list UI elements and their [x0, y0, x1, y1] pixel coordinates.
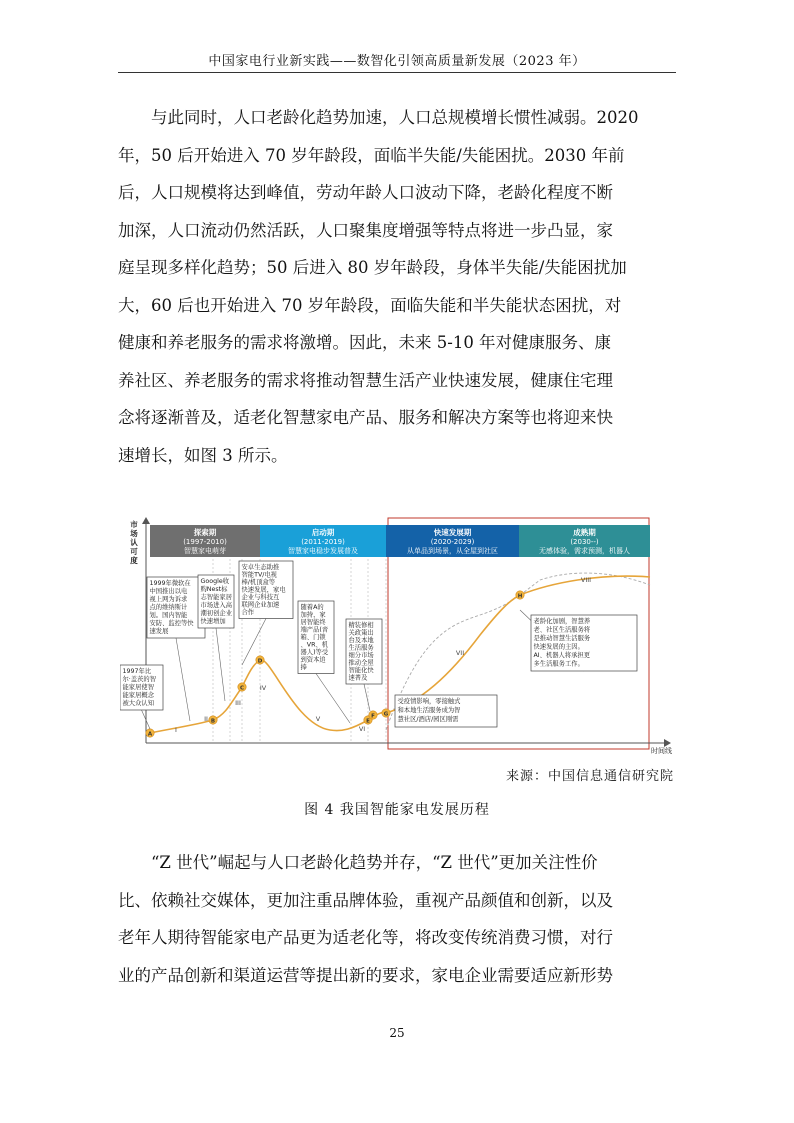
note-text: 合作 — [241, 609, 255, 616]
paragraph-line: 健康和养老服务的需求将激增。因此，未来 5-10 年对健康服务、康 — [118, 333, 612, 352]
paragraph-line: “Z 世代”崛起与人口老龄化趋势并存，“Z 世代”更加关注性价 — [151, 853, 598, 872]
paragraph-line: 大，60 后也开始进入 70 岁年龄段，面临失能和半失能状态困扰，对 — [118, 295, 622, 315]
paragraph-aging — [118, 99, 676, 474]
phase-years: (2011-2019) — [301, 538, 345, 546]
note-text: 能家居概念 — [122, 692, 154, 699]
note-text: 尔·盖茨的智 — [122, 676, 156, 683]
phase-desc: 无感体验，需求预测，机器人 — [539, 547, 630, 555]
note-text: Google收 — [200, 578, 230, 585]
phase-desc: 智慧家电萌芽 — [184, 547, 226, 555]
paragraph-line: 业的产品创新和渠道运营等提出新的要求，家电企业需要适应新形势 — [118, 965, 613, 985]
note-text: 志智能家居 — [200, 594, 232, 601]
development-history-figure — [120, 515, 680, 755]
stage-numeral: III — [235, 699, 241, 707]
point-label: C — [239, 685, 245, 692]
note-text: 受疫情影响，零接触式 — [397, 698, 461, 705]
note-connector — [216, 628, 225, 701]
note-text: 老、社区生活服务将 — [533, 626, 591, 634]
paragraph-genz — [118, 844, 676, 994]
stage-numeral: VII — [455, 649, 465, 657]
phase-name: 成熟期 — [573, 528, 596, 537]
y-axis-label: 可 — [130, 547, 138, 556]
paragraph-line: 年，50 后开始进入 70 岁年龄段，面临半失能/失能困扰。2030 年前 — [118, 145, 625, 165]
note-text: 精装修相 — [348, 622, 374, 629]
x-axis-arrow — [664, 739, 671, 747]
note-text: 慧社区/酒店/园区刚需 — [397, 716, 459, 723]
note-text: 安卓生态助推 — [241, 564, 280, 571]
figure-caption: 图 4 我国智能家电发展历程 — [304, 802, 490, 818]
paragraph-line: 养社区、养老服务的需求将推动智慧生活产业快速发展，健康住宅理 — [118, 370, 613, 390]
page-number: 25 — [389, 1026, 405, 1040]
stage-numeral: I — [175, 726, 177, 734]
phase-name: 启动期 — [311, 528, 335, 537]
paragraph-line: 后，人口规模将达到峰值，劳动年龄人口波动下降，老龄化程度不断 — [118, 183, 613, 202]
y-axis-label: 市 — [130, 520, 138, 529]
paragraph-line: 老年人期待智能家电产品更为适老化等，将改变传统消费习惯，对行 — [118, 928, 613, 947]
note-text: 推动全屋 — [348, 659, 374, 667]
point-label: G — [383, 711, 389, 718]
phase-desc: 从单品到场景，从全屋到社区 — [407, 547, 498, 555]
paragraph-line: 念将逐渐普及，适老化智慧家电产品、服务和解决方案等也将迎来快 — [118, 408, 613, 427]
note-text: 企业与科技互 — [241, 594, 280, 601]
note-text: 快速增加 — [200, 618, 226, 625]
note-text: 潮初创企业 — [200, 610, 232, 617]
note-text: 台及本地 — [348, 637, 374, 644]
paragraph-line: 加深，人口流动仍然活跃，人口聚集度增强等特点将进一步凸显，家 — [118, 220, 613, 240]
y-axis-label: 度 — [130, 556, 138, 565]
note-text: 居智能终 — [300, 619, 326, 626]
point-label: D — [257, 658, 263, 665]
phase-years: (2030--) — [570, 538, 599, 546]
note-text: 和本地生活服务成为智 — [397, 707, 461, 714]
x-axis-label: 时间线 — [651, 747, 672, 755]
point-label: H — [517, 593, 523, 600]
header-divider — [118, 72, 676, 73]
note-text: 速普及 — [348, 674, 368, 682]
figure-source: 来源：中国信息通信研究院 — [505, 769, 674, 784]
note-text: 划。国内智能 — [149, 612, 188, 619]
note-text: 、VR、机 — [300, 641, 329, 649]
note-connector — [176, 638, 190, 721]
y-axis-arrow — [142, 517, 150, 524]
stage-numeral: VIII — [580, 576, 592, 584]
note-text: 到资本追 — [300, 656, 326, 664]
note-text: 速发展 — [149, 628, 169, 635]
note-text: 被大众认知 — [122, 700, 154, 707]
note-text: 捧 — [300, 664, 307, 671]
note-text: 安防、监控等快 — [149, 620, 194, 627]
note-text: 端产品(音 — [300, 626, 329, 634]
note-text: 棒/机顶盒等 — [241, 579, 276, 586]
y-axis-label: 认 — [130, 538, 138, 547]
note-text: 中国推出以电 — [149, 588, 188, 595]
phase-years: (2020-2029) — [430, 538, 475, 546]
point-label: E — [366, 718, 370, 725]
point-label: B — [210, 718, 216, 725]
paragraph-line: 与此同时，人口老龄化趋势加速，人口总规模增长惯性减弱。2020 — [151, 108, 639, 127]
note-connector — [364, 684, 370, 711]
note-text: 智能化快 — [348, 667, 374, 674]
note-text: 关政策出 — [348, 629, 374, 637]
note-text: 随着A的 — [300, 604, 324, 611]
note-text: 点的维纳斯计 — [149, 604, 188, 611]
phase-name: 探索期 — [193, 528, 217, 537]
note-text: 器人)等受 — [300, 649, 329, 656]
note-text: AI、机器人将承担更 — [533, 652, 591, 659]
paragraph-line: 比、依赖社交媒体，更加注重品牌体验，重视产品颜值和创新，以及 — [118, 890, 613, 910]
paragraph-line: 速增长，如图 3 所示。 — [118, 445, 288, 465]
note-text: 购Nest标 — [200, 586, 228, 593]
stage-numeral: IV — [259, 684, 267, 692]
running-header: 中国家电行业新实践——数智化引领高质量新发展（2023 年） — [208, 54, 586, 69]
note-text: 箱、门锁 — [300, 634, 326, 641]
note-text: 1999年微软在 — [149, 580, 191, 587]
note-text: 加持，家 — [300, 611, 326, 619]
stage-numeral: V — [315, 715, 321, 723]
note-text: 是推动智慧生活服务 — [533, 635, 591, 642]
note-text: 快速发展，家电 — [241, 586, 286, 594]
note-text: 快速发展的主因。 — [533, 643, 584, 651]
phase-name: 快速发展期 — [433, 528, 472, 537]
note-text: 市场进入高 — [200, 602, 232, 609]
point-label: A — [147, 731, 153, 738]
y-axis-label: 场 — [130, 529, 138, 538]
note-text: 视上网为诉求 — [149, 596, 188, 603]
stage-numeral: VI — [358, 725, 366, 733]
phase-years: (1997-2010) — [183, 538, 227, 546]
point-label: F — [371, 713, 375, 720]
note-text: 联网企业加速 — [241, 601, 280, 609]
note-text: 生活服务 — [348, 644, 374, 652]
note-text: 老龄化加剧，智慧养 — [533, 618, 591, 625]
paragraph-line: 庭呈现多样化趋势；50 后进入 80 岁年龄段，身体半失能/失能困扰加 — [118, 258, 627, 277]
stage-numeral: II — [204, 715, 208, 723]
note-text: 细分市场 — [348, 652, 374, 659]
note-text: 1997年比 — [122, 668, 152, 675]
note-text: 智能TV/电视 — [241, 571, 277, 579]
note-connector — [316, 674, 350, 724]
note-text: 能家居使智 — [122, 684, 154, 691]
note-text: 多生活服务工作。 — [533, 660, 584, 668]
phase-desc: 智慧家电稳步发展普及 — [288, 547, 358, 555]
